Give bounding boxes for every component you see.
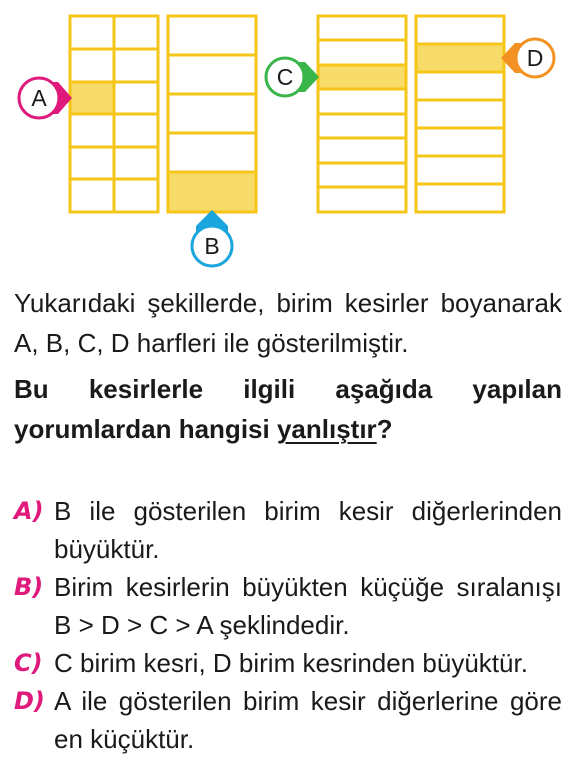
shape-b — [168, 16, 256, 212]
shape-a-shaded-cell — [70, 82, 114, 114]
shape-a — [70, 16, 158, 212]
fraction-figure — [0, 0, 574, 270]
option-c-letter: C) — [14, 649, 43, 677]
option-d-letter: D) — [14, 687, 45, 715]
option-a-text: B ile gösterilen birim kesir diğerlerinden büyüktür. — [54, 496, 562, 564]
marker-b-label: B — [204, 233, 220, 259]
shape-d — [416, 16, 504, 212]
marker-a — [19, 78, 72, 118]
option-a-letter: A) — [14, 497, 44, 525]
marker-b — [192, 210, 232, 266]
shape-d-shaded-cell — [416, 44, 504, 72]
option-d-text: A ile gösterilen birim kesir diğerlerine göre en küçüktür. — [54, 686, 562, 754]
question-mark: ? — [376, 414, 393, 444]
question-text: Bu kesirlerle ilgili aşağıda yapılan yorumlardan hangisi — [14, 374, 562, 444]
option-b-text: Birim kesirlerin büyükten küçüğe sıralanışı B > D > C > A şeklindedir. — [54, 572, 562, 640]
question-keyword: yanlıştır — [276, 414, 377, 444]
option-b-letter: B) — [14, 573, 44, 601]
shape-b-shaded-cell — [168, 172, 256, 212]
marker-c-label: C — [276, 64, 294, 90]
shape-c-shaded-cell — [318, 65, 406, 89]
intro-paragraph: Yukarıdaki şekillerde, birim kesirler boyanarak A, B, C, D harfleri ile gösterilmiştir. — [14, 288, 562, 358]
marker-d-label: D — [526, 45, 544, 71]
option-c-text: C birim kesri, D birim kesrinden büyüktür. — [54, 648, 528, 678]
marker-c — [266, 58, 319, 96]
shape-c — [318, 16, 406, 212]
marker-a-label: A — [31, 85, 47, 111]
marker-d — [501, 39, 554, 77]
question-stem — [14, 369, 562, 449]
